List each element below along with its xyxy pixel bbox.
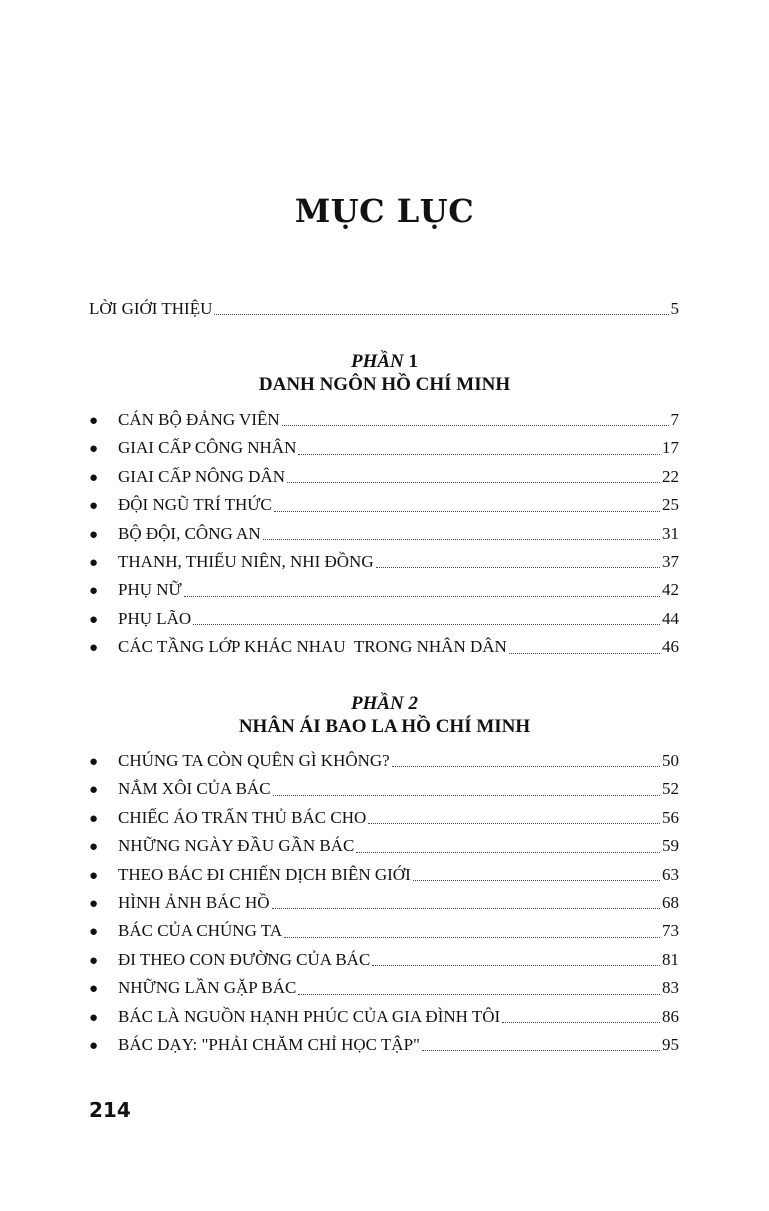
toc-entry-page: 68 [662, 892, 679, 912]
bullet: ● [89, 413, 99, 429]
dot-leader [214, 313, 668, 315]
toc-entry-label: LỜI GIỚI THIỆU [89, 299, 213, 318]
toc-entry[interactable] [89, 917, 679, 945]
toc-entry-label: CHÚNG TA CÒN QUÊN GÌ KHÔNG? [118, 751, 390, 770]
dot-leader [422, 1049, 660, 1051]
dot-leader [298, 993, 660, 995]
bullet: ● [89, 583, 99, 600]
part-1-list [89, 406, 679, 662]
bullet: ● [89, 611, 99, 628]
toc-entry-label: GIAI CẤP NÔNG DÂN [118, 466, 286, 486]
toc-entry-page: 44 [662, 608, 679, 628]
bullet: ● [89, 810, 99, 827]
toc-entry-label: BÁC LÀ NGUỒN HẠNH PHÚC CỦA GIA ĐÌNH TÔI [118, 1006, 501, 1026]
page-title: MỤC LỤC [294, 192, 475, 230]
part-2-label: PHẦN 2 [350, 693, 419, 714]
toc-entry-page: 46 [662, 637, 679, 657]
bullet: ● [89, 952, 99, 969]
dot-leader [298, 453, 660, 455]
bullet: ● [89, 981, 99, 998]
toc-entry[interactable] [89, 463, 679, 491]
dot-leader [502, 1021, 660, 1023]
toc-entry-page: 37 [662, 551, 679, 571]
bullet: ● [89, 839, 99, 856]
dot-leader [273, 794, 660, 796]
dot-leader [372, 964, 660, 966]
dot-leader [287, 481, 660, 483]
toc-entry-page: 31 [662, 523, 679, 543]
bullet: ● [89, 526, 99, 543]
toc-entry-label: PHỤ NỮ [118, 580, 182, 600]
toc-entry[interactable] [89, 491, 679, 519]
toc-entry-label: NHỮNG LẦN GẶP BÁC [118, 978, 297, 998]
toc-entry[interactable] [89, 520, 679, 548]
toc-entry-label: HÌNH ẢNH BÁC HỒ [118, 892, 270, 912]
toc-entry-page: 73 [662, 921, 679, 941]
toc-entry-page: 63 [662, 864, 679, 884]
part-1-heading: DANH NGÔN HỒ CHÍ MINH [258, 374, 511, 395]
bullet: ● [89, 924, 99, 941]
toc-entry-label: ĐỘI NGŨ TRÍ THỨC [118, 495, 272, 515]
bullet: ● [89, 754, 99, 770]
bullet: ● [89, 498, 99, 515]
toc-entry[interactable] [89, 974, 679, 1002]
toc-entry-label: CÁC TẦNG LỚP KHÁC NHAU TRONG NHÂN DÂN [118, 637, 507, 657]
dot-leader [272, 907, 660, 909]
toc-entry[interactable] [89, 548, 679, 576]
toc-entry-label: BỘ ĐỘI, CÔNG AN [118, 523, 261, 543]
dot-leader [263, 538, 660, 540]
part-2-heading: NHÂN ÁI BAO LA HỒ CHÍ MINH [238, 716, 531, 737]
dot-leader [284, 936, 660, 938]
bullet: ● [89, 782, 99, 799]
toc-entry-label: ĐI THEO CON ĐƯỜNG CỦA BÁC [118, 949, 371, 969]
toc-entry[interactable] [89, 1031, 679, 1059]
dot-leader [356, 851, 660, 853]
page-number: 214 [89, 1098, 131, 1122]
toc-entry[interactable] [89, 1003, 679, 1031]
bullet: ● [89, 469, 99, 486]
toc-entry-page: 42 [662, 580, 679, 600]
bullet: ● [89, 1009, 99, 1026]
dot-leader [392, 765, 660, 767]
dot-leader [184, 595, 660, 597]
toc-entry-page: 86 [662, 1006, 679, 1026]
toc-entry-label: GIAI CẤP CÔNG NHÂN [118, 438, 297, 458]
bullet: ● [89, 867, 99, 884]
dot-leader [193, 623, 660, 625]
bullet: ● [89, 554, 99, 571]
dot-leader [368, 822, 660, 824]
dot-leader [274, 510, 660, 512]
toc-entry-label: THANH, THIẾU NIÊN, NHI ĐỒNG [118, 551, 374, 571]
dot-leader [509, 652, 660, 654]
part-1-header [0, 350, 769, 396]
toc-entry-intro[interactable] [89, 295, 679, 323]
toc-entry[interactable] [89, 406, 679, 434]
toc-entry-page: 81 [662, 949, 679, 969]
part-2-header [0, 692, 769, 738]
bullet: ● [89, 441, 99, 458]
toc-entry-page: 17 [662, 438, 679, 458]
toc-entry[interactable] [89, 576, 679, 604]
part-1-label: PHẦN 1 [350, 351, 419, 372]
toc-entry-page: 5 [670, 299, 679, 318]
toc-entry-page: 59 [662, 836, 679, 856]
toc-entry-page: 50 [662, 751, 679, 770]
dot-leader [282, 424, 669, 426]
toc-entry[interactable] [89, 946, 679, 974]
bullet: ● [89, 895, 99, 912]
toc-entry[interactable] [89, 633, 679, 661]
toc-entry[interactable] [89, 804, 679, 832]
toc-entry[interactable] [89, 775, 679, 803]
toc-entry[interactable] [89, 832, 679, 860]
toc-entry-label: THEO BÁC ĐI CHIẾN DỊCH BIÊN GIỚI [118, 864, 411, 884]
toc-entry-label: BÁC DẠY: "PHẢI CHĂM CHỈ HỌC TẬP" [118, 1034, 420, 1054]
dot-leader [413, 879, 660, 881]
toc-entry-label: NẮM XÔI CỦA BÁC [118, 779, 271, 799]
toc-entry-page: 56 [662, 807, 679, 827]
toc-entry-page: 22 [662, 466, 679, 486]
toc-entry-page: 52 [662, 779, 679, 799]
toc-entry-page: 25 [662, 495, 679, 515]
toc-entry-page: 7 [670, 410, 679, 429]
toc-entry[interactable] [89, 605, 679, 633]
toc-entry-label: BÁC CỦA CHÚNG TA [118, 921, 283, 941]
dot-leader [376, 566, 660, 568]
toc-entry[interactable] [89, 434, 679, 462]
toc-entry[interactable] [89, 861, 679, 889]
bullet: ● [89, 1037, 99, 1054]
toc-entry-label: PHỤ LÃO [118, 608, 192, 628]
toc-entry-label: CHIẾC ÁO TRẤN THỦ BÁC CHO [118, 807, 367, 827]
bullet: ● [89, 640, 99, 657]
toc-entry-page: 83 [662, 978, 679, 998]
part-2-list [89, 747, 679, 1059]
toc-entry-page: 95 [662, 1034, 679, 1054]
toc-entry-label: NHỮNG NGÀY ĐẦU GẦN BÁC [118, 836, 355, 856]
toc-entry[interactable] [89, 889, 679, 917]
toc-entry-label: CÁN BỘ ĐẢNG VIÊN [118, 410, 280, 429]
toc-entry[interactable] [89, 747, 679, 775]
